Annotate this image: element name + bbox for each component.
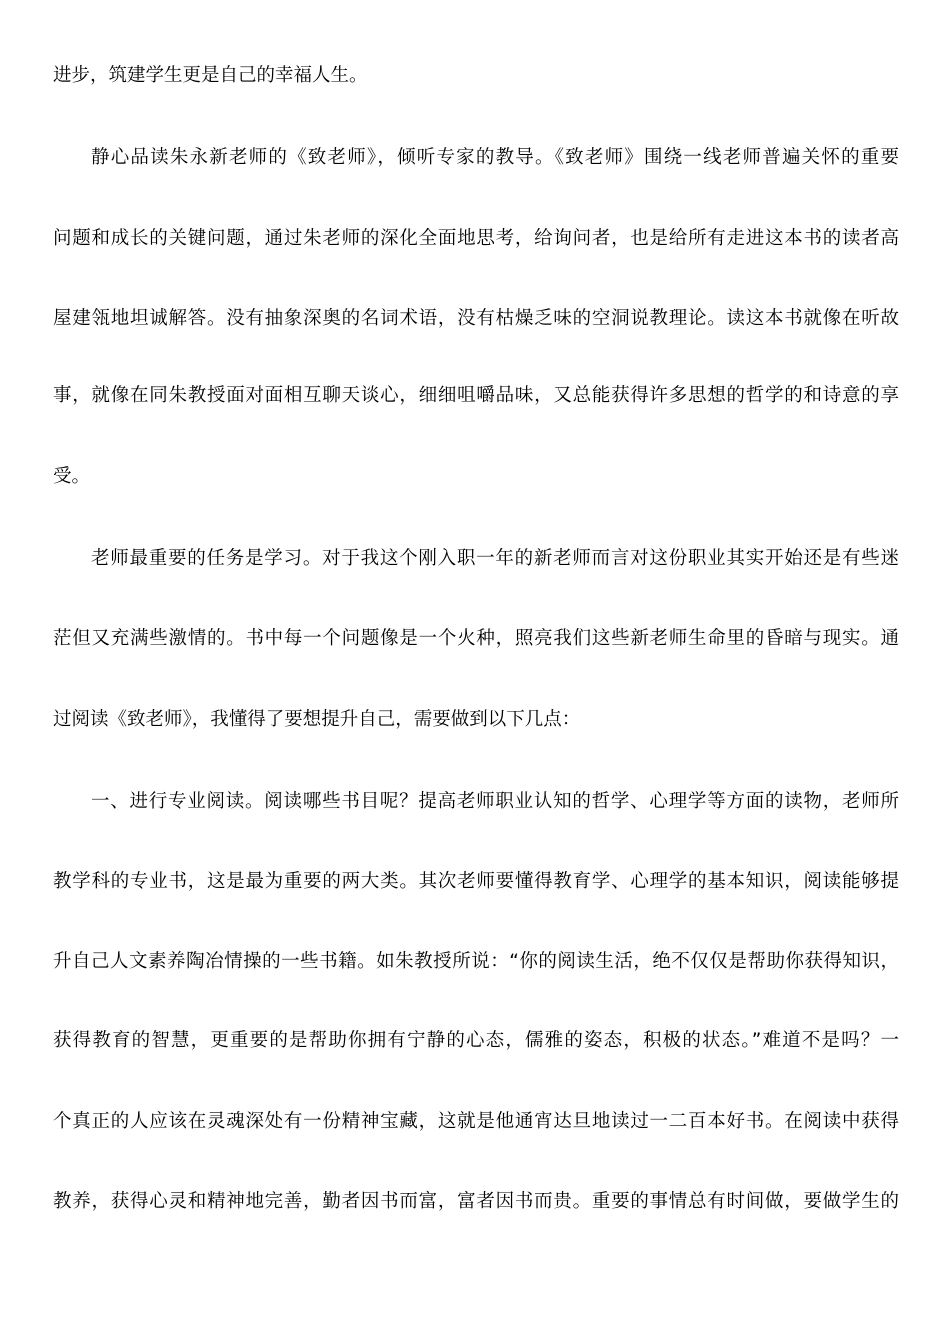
text-line: 茫但又充满些激情的。书中每一个问题像是一个火种，照亮我们这些新老师生命里的昏暗与现实。通 <box>53 628 899 649</box>
text-line: 事，就像在同朱教授面对面相互聊天谈心，细细咀嚼品味，又总能获得许多思想的哲学的和诗意的享 <box>53 385 899 406</box>
text-line: 屋建瓴地坦诚解答。没有抽象深奥的名词术语，没有枯燥乏味的空洞说教理论。读这本书就像在听故 <box>53 308 899 329</box>
text-line: 个真正的人应该在灵魂深处有一份精神宝藏，这就是他通宵达旦地读过一二百本好书。在阅读中获得 <box>53 1111 899 1132</box>
text-line: 受。 <box>53 466 91 487</box>
text-line: 老师最重要的任务是学习。对于我这个刚入职一年的新老师而言对这份职业其实开始还是有些迷 <box>91 548 899 569</box>
text-line: 教养，获得心灵和精神地完善，勤者因书而富，富者因书而贵。重要的事情总有时间做，要做学生的 <box>53 1191 899 1212</box>
text-line: 获得教育的智慧，更重要的是帮助你拥有宁静的心态，儒雅的姿态，积极的状态。”难道不是吗？一 <box>53 1030 899 1051</box>
text-line: 静心品读朱永新老师的《致老师》，倾听专家的教导。《致老师》围绕一线老师普遍关怀的重要 <box>91 147 899 168</box>
text-line: 问题和成长的关键问题，通过朱老师的深化全面地思考，给询问者，也是给所有走进这本书的读者高 <box>53 228 899 249</box>
text-line: 过阅读《致老师》，我懂得了要想提升自己，需要做到以下几点： <box>53 709 581 730</box>
text-line: 一、进行专业阅读。阅读哪些书目呢？提高老师职业认知的哲学、心理学等方面的读物，老师所 <box>91 791 899 812</box>
text-line: 教学科的专业书，这是最为重要的两大类。其次老师要懂得教育学、心理学的基本知识，阅读能够提 <box>53 871 899 892</box>
text-line: 进步，筑建学生更是自己的幸福人生。 <box>53 65 368 86</box>
text-line: 升自己人文素养陶冶情操的一些书籍。如朱教授所说：“你的阅读生活，绝不仅仅是帮助你获得知识， <box>53 951 899 972</box>
